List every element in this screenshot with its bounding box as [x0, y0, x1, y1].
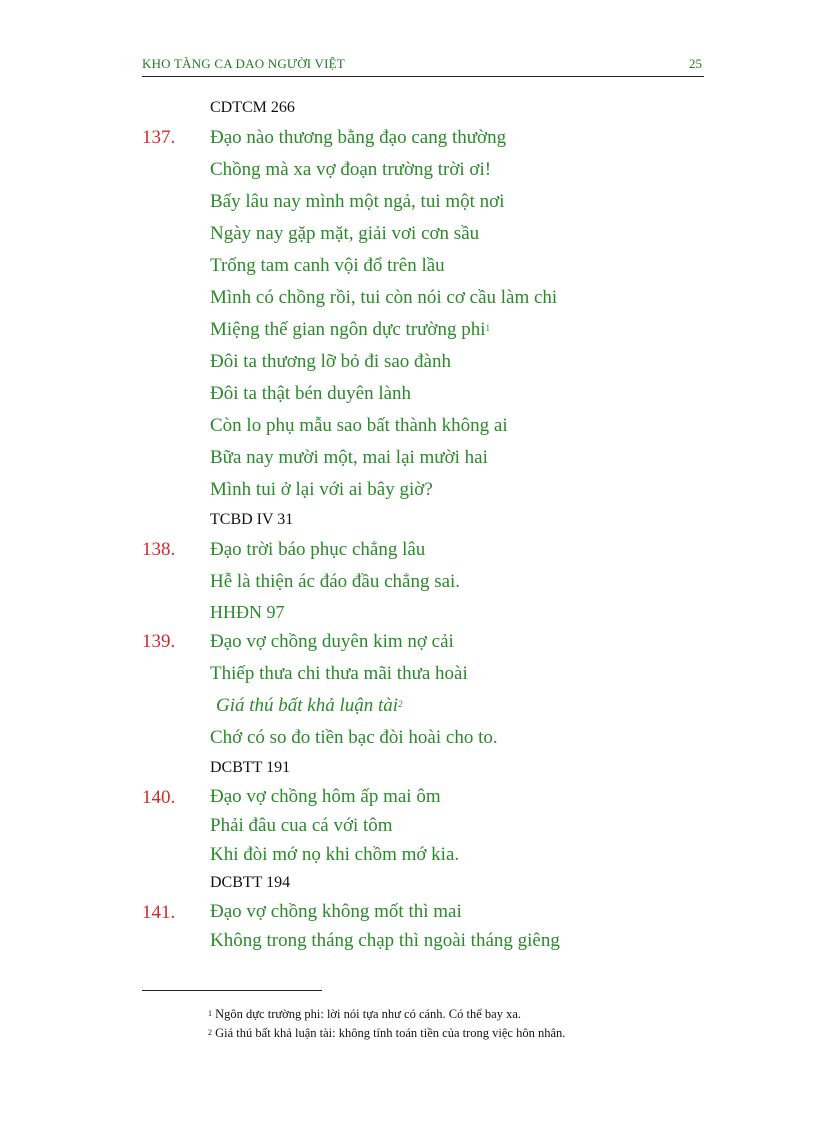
- header-title: KHO TÀNG CA DAO NGƯỜI VIỆT: [142, 56, 345, 71]
- poem-line: Mình có chồng rồi, tui còn nói cơ cầu làm chi: [210, 287, 558, 308]
- poem-entry-137: [142, 122, 704, 506]
- poem-line-text: Miệng thế gian ngôn dực trường phi: [210, 319, 486, 340]
- poem-line: Bữa nay mười một, mai lại mười hai: [210, 447, 488, 468]
- entry-number: 140.: [142, 787, 176, 808]
- source-ref: DCBTT 194: [210, 874, 291, 891]
- poem-entry-141: [142, 897, 704, 955]
- footnote-divider: [142, 990, 322, 991]
- entry-number: 137.: [142, 127, 176, 148]
- poem-line: Chớ có so đo tiền bạc đòi hoài cho to.: [210, 727, 498, 748]
- footnote-number: 1: [208, 1009, 212, 1018]
- footnote-text: Ngôn dực trường phi: lời nói tựa như có cánh. Có thể bay xa.: [215, 1007, 522, 1021]
- entry-number: 138.: [142, 539, 176, 560]
- page-number: 25: [689, 56, 702, 71]
- poem-line: Phải đâu cua cá với tôm: [210, 815, 393, 836]
- footnote-number: 2: [208, 1028, 212, 1037]
- footnote-mark: 2: [398, 699, 403, 709]
- source-ref: HHĐN 97: [210, 602, 285, 622]
- poem-line: Bấy lâu nay mình một ngả, tui một nơi: [210, 191, 505, 212]
- footnote-text: Giá thú bất khả luận tài: không tính toán tiền của trong việc hôn nhân.: [215, 1026, 566, 1040]
- entry-number: 141.: [142, 902, 176, 923]
- footnotes: [208, 1005, 708, 1043]
- poem-entry-138: [142, 534, 704, 598]
- poem-line: Ngày nay gặp mặt, giải vơi cơn sầu: [210, 223, 480, 244]
- poem-line: Trống tam canh vội đổ trên lầu: [210, 255, 445, 276]
- poem-line: Mình tui ở lại với ai bây giờ?: [210, 479, 433, 500]
- footnote-mark: 1: [485, 323, 490, 333]
- poem-line: Đôi ta thương lỡ bỏ đi sao đành: [210, 351, 451, 372]
- poem-line: Không trong tháng chạp thì ngoài tháng giêng: [210, 930, 560, 951]
- poem-entry-140: [142, 782, 704, 869]
- poem-line: [210, 690, 704, 722]
- poem-line: Chồng mà xa vợ đoạn trường trời ơi!: [210, 159, 492, 180]
- poem-line: Đôi ta thật bén duyên lành: [210, 383, 412, 404]
- poem-line: [210, 314, 704, 346]
- poem-line: Đạo vợ chồng hôm ấp mai ôm: [210, 786, 441, 807]
- poem-line: Còn lo phụ mẫu sao bất thành không ai: [210, 415, 508, 436]
- poem-content: [142, 94, 704, 955]
- footnote-1: [208, 1005, 708, 1024]
- footnote-2: [208, 1024, 708, 1043]
- poem-line: Thiếp thưa chi thưa mãi thưa hoài: [210, 663, 468, 684]
- entry-number: 139.: [142, 631, 176, 652]
- poem-entry-139: [142, 626, 704, 754]
- poem-line: Đạo nào thương bằng đạo cang thường: [210, 127, 507, 148]
- poem-line-text: Giá thú bất khả luận tài: [216, 695, 399, 716]
- poem-line: Đạo vợ chồng không mốt thì mai: [210, 901, 462, 922]
- poem-line: Hễ là thiện ác đáo đầu chẳng sai.: [210, 571, 461, 592]
- running-header: [142, 56, 704, 77]
- poem-line: Đạo vợ chồng duyên kim nợ cải: [210, 631, 454, 652]
- poem-line: Khi đòi mớ nọ khi chồm mớ kia.: [210, 844, 460, 865]
- source-ref: CDTCM 266: [210, 99, 295, 116]
- source-ref: TCBD IV 31: [210, 511, 294, 528]
- source-ref: DCBTT 191: [210, 759, 291, 776]
- poem-line: Đạo trời báo phục chẳng lâu: [210, 539, 426, 560]
